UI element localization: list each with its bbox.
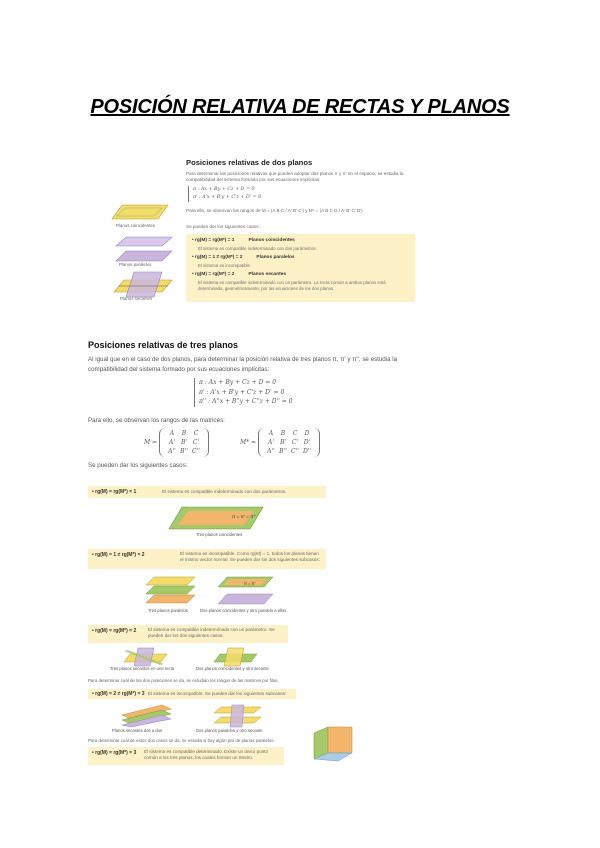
- page-title: POSICIÓN RELATIVA DE RECTAS Y PLANOS: [90, 96, 510, 118]
- coincident-secant-figure: [214, 648, 258, 666]
- case-rank: • rg(M) = rg(M*) = 1: [192, 238, 235, 243]
- matrix-cell: C': [291, 439, 299, 446]
- case-box: [88, 747, 284, 765]
- figure-caption: Dos planos coincidentes y otro secante: [196, 666, 269, 671]
- matrix-row: [166, 447, 202, 456]
- plane-shape: [116, 251, 172, 261]
- matrix-row: [265, 429, 313, 438]
- matrix-cell: B': [279, 439, 287, 446]
- matrix-cell: A: [268, 430, 274, 437]
- matrix-cell: A': [268, 439, 274, 446]
- equation-system: [194, 378, 293, 407]
- plane-shape: [224, 648, 244, 666]
- figure-caption: Planos secantes dos a dos: [112, 728, 163, 733]
- plane-shape: [230, 705, 244, 727]
- case-note: Para determinar cuál de las dos posiciones se da, se estudian los rangos de las matrices por filas.: [88, 678, 279, 683]
- matrix-cell: D': [303, 439, 311, 446]
- plane-label: π = π' = π'': [232, 515, 256, 520]
- case-rank: • rg(M) = 1 ≠ rg(M*) = 2: [192, 255, 243, 260]
- plane-shape: [146, 586, 195, 594]
- case-item: [192, 272, 286, 277]
- matrix-cell: B'': [279, 448, 287, 455]
- matrix-cell: A': [169, 439, 175, 446]
- cases-intro: Se pueden dar los siguientes casos:: [186, 224, 260, 229]
- plane-shape: [146, 577, 195, 585]
- matrix-cell: B: [280, 430, 286, 437]
- matrix-row: [166, 429, 202, 438]
- case-note: Para determinar cuál de estos dos casos se da, se estudia si hay algún par de planos paralelos.: [88, 738, 275, 743]
- plane-shape: [146, 595, 195, 603]
- equation: π : Ax + By + Cz + D = 0: [193, 187, 255, 192]
- figure-caption: Tres planos secantes en una recta: [110, 666, 175, 671]
- triedro-figure: [314, 727, 354, 767]
- matrix-mstar: [240, 428, 320, 457]
- case-rank: • rg(M) = 2 ≠ rg(M*) = 3: [92, 691, 145, 697]
- section-intro: Para determinar las posiciones relativas que pueden adoptar dos planos π y π' en el espacio, se estudia la compatibilidad del sistema formado por sus ecuaciones implícitas:: [186, 171, 404, 182]
- figure-caption: Dos planos paralelos y otro secante: [196, 728, 263, 733]
- case-rank: • rg(M) = rg(M*) = 1: [92, 489, 137, 495]
- equation-system: [188, 186, 261, 202]
- cases-box: [186, 234, 415, 302]
- matrix-cell: D'': [302, 448, 312, 455]
- case-item: [192, 255, 295, 260]
- matrix-label: M* =: [240, 439, 257, 446]
- rangos-text: Para ello, se observan los rangos de las matrices:: [88, 417, 225, 424]
- matrix-cell: D: [304, 430, 310, 437]
- matrix-cell: C'': [291, 448, 299, 455]
- figure-caption: Tres planos paralelos: [148, 608, 188, 613]
- case-rank: • rg(M) = 1 ≠ rg(M*) = 2: [92, 552, 145, 558]
- case-desc: El sistema es compatible indeterminado con dos parámetros.: [198, 246, 317, 251]
- case-item: [192, 238, 295, 243]
- section-intro: Al igual que en el caso de dos planos, para determinar la posición relativa de tres planos π, π' y π'', se estudia la compatibilidad del sistema formado por sus ecuaciones implícitas:: [88, 356, 398, 373]
- matrix-row: [265, 438, 313, 447]
- matrix-cell: C: [193, 430, 199, 437]
- matrix-cell: B: [181, 430, 187, 437]
- case-rank: • rg(M) = rg(M*) = 3: [92, 750, 137, 756]
- case-box: [88, 625, 288, 643]
- equation: π' : A'x + B'y + C'z + D' = 0: [193, 195, 262, 200]
- figure-caption: Tres planos coincidentes: [196, 532, 243, 537]
- matrix-row: [166, 438, 202, 447]
- section-heading: Posiciones relativas de dos planos: [186, 158, 313, 167]
- parallel-planes-figure: [116, 236, 174, 264]
- figure-caption: Dos planos coincidentes y otro paralelo a ellos: [200, 608, 287, 613]
- plane-shape: [112, 205, 168, 219]
- plane-shape: [126, 272, 162, 297]
- case-name: Planos secantes: [248, 272, 287, 277]
- plane-shape: [328, 727, 352, 753]
- case-text: El sistema es compatible indeterminado con un parámetro. Se pueden dar los dos siguientes casos:: [148, 627, 275, 638]
- coincident-planes-figure: [112, 203, 170, 223]
- secant-planes-figure: [114, 270, 174, 298]
- matrix-cell: B'': [180, 448, 188, 455]
- three-parallel-figure: [146, 576, 196, 606]
- case-text: El sistema es incompatible. Como rg(M) = 1, todos los planos tienen el mismo vector normal. Se pueden dar los dos siguientes subcasos:: [180, 551, 320, 562]
- case-desc: El sistema es incompatible.: [198, 263, 252, 268]
- section-heading: Posiciones relativas de tres planos: [88, 340, 239, 350]
- case-desc: El sistema es compatible indeterminado con un parámetro. La recta común a ambos planos está determinada, geométricamente, por las ecuaciones de los dos planos.: [198, 280, 386, 291]
- matrix-cell: A'': [168, 448, 176, 455]
- plane-shape: [116, 237, 172, 246]
- matrix-cell: A'': [267, 448, 275, 455]
- three-secant-line-figure: [124, 648, 168, 666]
- case-text: El sistema es incompatible. Se pueden dar los siguientes subcasos:: [148, 691, 287, 696]
- figure-caption: Planos paralelos: [119, 262, 152, 267]
- matrix-cell: A: [169, 430, 175, 437]
- case-box: [88, 689, 296, 699]
- case-rank: • rg(M) = rg(M*) = 2: [192, 272, 235, 277]
- case-text: El sistema es compatible indeterminado con dos parámetros.: [162, 489, 287, 494]
- matrix-label: M =: [144, 439, 158, 446]
- case-box: [88, 549, 326, 569]
- matrix-cell: C: [292, 430, 298, 437]
- plane-shape: [218, 594, 273, 604]
- matrix-cell: C': [192, 439, 200, 446]
- figure-caption: Planos secantes: [120, 296, 153, 301]
- equation: π'' : A''x + B''y + C''z + D'' = 0: [199, 398, 293, 405]
- matrices-line: Para ello, se observan los rangos de M = (A B C / A' B' C') y M* = (A B C D / A' B' C' D'): [186, 208, 363, 213]
- case-text: El sistema es compatible determinado. Existe un único punto común a los tres planos, los cuales forman un triedro.: [144, 749, 269, 760]
- case-name: Planos paralelos: [256, 255, 295, 260]
- plane-label: π = π': [244, 581, 256, 586]
- figure-caption: Planos coincidentes: [116, 223, 156, 228]
- cases-intro: Se pueden dar los siguientes casos:: [88, 462, 188, 469]
- matrix-row: [265, 447, 313, 456]
- equation: π' : A'x + B'y + C'z + D' = 0: [199, 388, 285, 396]
- matrix-body: [258, 428, 320, 457]
- parallel-and-secant-figure: [214, 705, 262, 727]
- case-rank: • rg(M) = rg(M*) = 2: [92, 628, 137, 634]
- secant-two-by-two-figure: [122, 705, 172, 727]
- matrix-body: [159, 428, 209, 457]
- matrix-cell: B': [180, 439, 188, 446]
- matrix-cell: C'': [192, 448, 200, 455]
- case-name: Planos coincidentes: [248, 238, 295, 243]
- case-box: [88, 486, 326, 498]
- matrix-m: [144, 428, 209, 457]
- equation: π : Ax + By + Cz + D = 0: [199, 379, 277, 386]
